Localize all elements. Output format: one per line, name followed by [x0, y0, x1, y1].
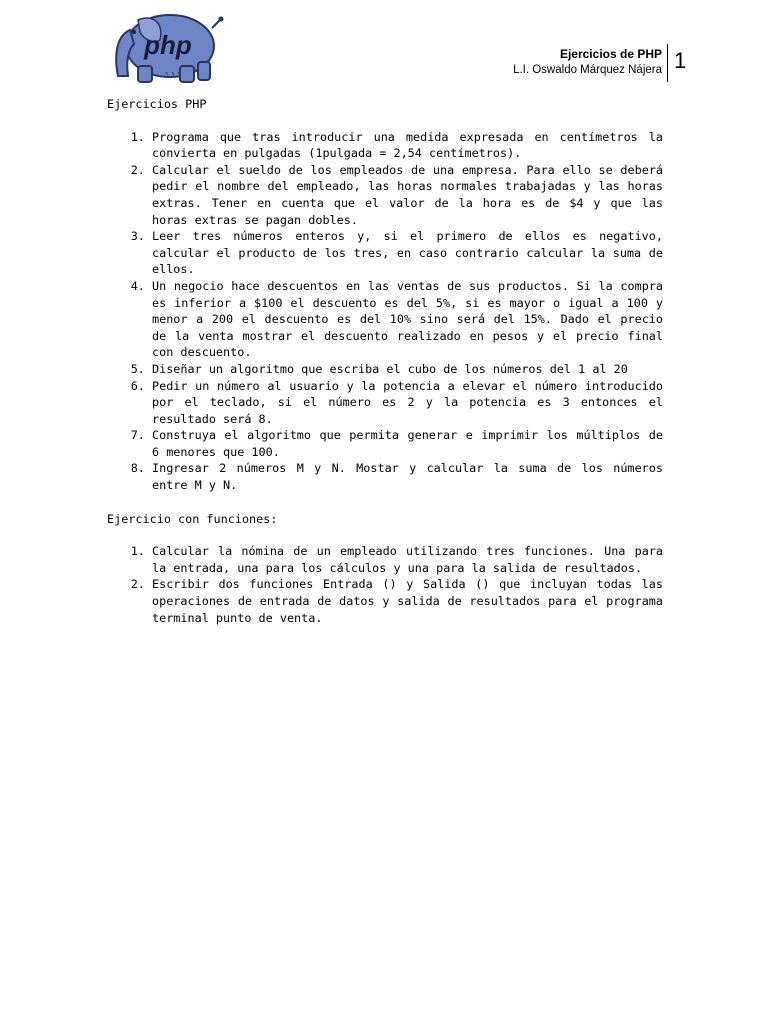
header-divider: [667, 44, 668, 82]
list-item: 5. Diseñar un algoritmo que escriba el cubo de los números del 1 al 20: [152, 361, 663, 378]
page-number: 1: [674, 48, 687, 73]
exercise-list: [107, 129, 663, 494]
list-item: 8. Ingresar 2 números M y N. Mostar y calcular la suma de los números entre M y N.: [152, 460, 663, 493]
list-item: 4. Un negocio hace descuentos en las ventas de sus productos. Si la compra es inferior a $100 el descuento es del 5%, si es mayor o igual a 100 y menor a 200 el descuento es del 10% sino será del 15%. Dado el precio de la venta mostrar el descuento realizado en pesos y el precio final con descuento.: [152, 278, 663, 361]
list-item: 6. Pedir un número al usuario y la potencia a elevar el número introducido por el teclado, si el número es 2 y la potencia es 3 entonces el resultado será 8.: [152, 378, 663, 428]
document-title: Ejercicios de PHP: [559, 47, 662, 61]
list-item: 1. Programa que tras introducir una medida expresada en centímetros la convierta en pulgadas (1pulgada = 2,54 centímetros).: [152, 129, 663, 162]
list-item: 7. Construya el algoritmo que permita generar e imprimir los múltiplos de 6 menores que 100.: [152, 427, 663, 460]
running-header: [513, 46, 662, 78]
list-item: 2. Calcular el sueldo de los empleados de una empresa. Para ello se deberá pedir el nombre del empleado, las horas normales trabajadas y las horas extras. Tener en cuenta que el valor de la hora es de $4 y que las horas extras se pagan dobles.: [152, 162, 663, 228]
functions-list: [107, 543, 663, 626]
section-heading-exercises: Ejercicios PHP: [107, 97, 207, 111]
list-item: 2. Escribir dos funciones Entrada () y Salida () que incluyan todas las operaciones de entrada de datos y salida de resultados para el programa terminal punto de venta.: [152, 576, 663, 626]
list-item: 1. Calcular la nómina de un empleado utilizando tres funciones. Una para la entrada, una para los cálculos y una para la salida de resultados.: [152, 543, 663, 576]
list-item: 3. Leer tres números enteros y, si el primero de ellos es negativo, calcular el producto de los tres, en caso contrario calcular la suma de ellos.: [152, 228, 663, 278]
section-heading-functions: Ejercicio con funciones:: [107, 511, 278, 526]
logo-text: php: [144, 30, 192, 60]
document-body: [107, 96, 663, 626]
php-elephant-logo: [108, 10, 226, 86]
document-author: L.I. Oswaldo Márquez Nájera: [513, 64, 662, 76]
